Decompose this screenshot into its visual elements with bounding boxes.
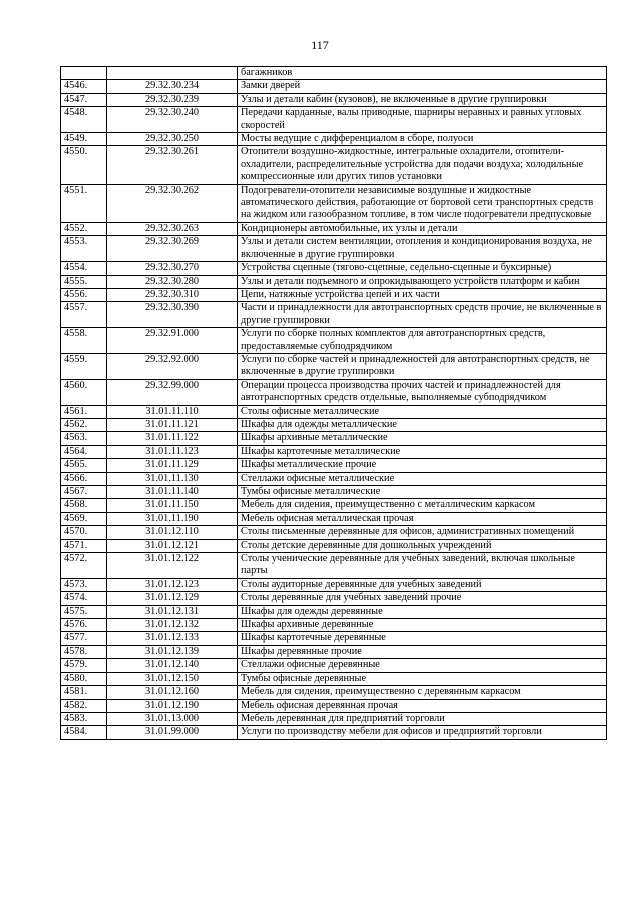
description-cell: Подогреватели-отопители независимые воздушные и жидкостные автоматического действия, работающие от бортовой сети транспортных средств на жидком или газообразном топливе, в том числе подогреватели предпусковые: [238, 184, 607, 222]
table-row: [61, 726, 607, 739]
table-row: [61, 67, 607, 80]
table-row: [61, 107, 607, 133]
code-cell: 29.32.30.270: [107, 262, 238, 275]
table-row: [61, 605, 607, 618]
description-cell: Мебель деревянная для предприятий торговли: [238, 712, 607, 725]
row-number-cell: 4564.: [61, 445, 107, 458]
description-cell: Мебель для сидения, преимущественно с металлическим каркасом: [238, 499, 607, 512]
code-cell: 31.01.11.129: [107, 459, 238, 472]
description-cell: Шкафы деревянные прочие: [238, 645, 607, 658]
code-cell: 31.01.12.121: [107, 539, 238, 552]
row-number-cell: 4574.: [61, 592, 107, 605]
table-row: [61, 353, 607, 379]
row-number-cell: 4573.: [61, 578, 107, 591]
description-cell: Столы детские деревянные для дошкольных учреждений: [238, 539, 607, 552]
description-cell: Операции процесса производства прочих частей и принадлежностей для автотранспортных средств отдельные, выполняемые субподрядчиком: [238, 379, 607, 405]
code-cell: 29.32.92.000: [107, 353, 238, 379]
description-cell: Услуги по производству мебели для офисов и предприятий торговли: [238, 726, 607, 739]
table-row: [61, 512, 607, 525]
code-cell: 29.32.30.240: [107, 107, 238, 133]
classification-table: [60, 66, 607, 740]
code-cell: 31.01.12.160: [107, 686, 238, 699]
table-body: [61, 67, 607, 740]
code-cell: 29.32.30.310: [107, 288, 238, 301]
code-cell: 29.32.30.269: [107, 236, 238, 262]
description-cell: Кондиционеры автомобильные, их узлы и детали: [238, 222, 607, 235]
description-cell: Узлы и детали кабин (кузовов), не включенные в другие группировки: [238, 93, 607, 106]
table-row: [61, 93, 607, 106]
row-number-cell: 4576.: [61, 619, 107, 632]
description-cell: Шкафы архивные деревянные: [238, 619, 607, 632]
row-number-cell: 4559.: [61, 353, 107, 379]
row-number-cell: 4570.: [61, 526, 107, 539]
code-cell: 31.01.12.131: [107, 605, 238, 618]
row-number-cell: 4580.: [61, 672, 107, 685]
code-cell: 31.01.11.190: [107, 512, 238, 525]
description-cell: Отопители воздушно-жидкостные, интегральные охладители, отопители-охладители, распределительные устройства для подачи воздуха; холодильные компрессионные или других типов установки: [238, 146, 607, 184]
table-row: [61, 405, 607, 418]
row-number-cell: 4546.: [61, 80, 107, 93]
row-number-cell: 4583.: [61, 712, 107, 725]
row-number-cell: 4554.: [61, 262, 107, 275]
row-number-cell: 4563.: [61, 432, 107, 445]
description-cell: Услуги по сборке частей и принадлежностей для автотранспортных средств, не включенные в другие группировки: [238, 353, 607, 379]
table-row: [61, 459, 607, 472]
table-row: [61, 659, 607, 672]
row-number-cell: 4578.: [61, 645, 107, 658]
table-row: [61, 526, 607, 539]
table-row: [61, 262, 607, 275]
code-cell: 31.01.11.122: [107, 432, 238, 445]
description-cell: Столы аудиторные деревянные для учебных заведений: [238, 578, 607, 591]
code-cell: 29.32.30.280: [107, 275, 238, 288]
row-number-cell: 4579.: [61, 659, 107, 672]
table-row: [61, 146, 607, 184]
description-cell: Части и принадлежности для автотранспортных средств прочие, не включенные в другие группировки: [238, 302, 607, 328]
table-row: [61, 486, 607, 499]
description-cell: Шкафы металлические прочие: [238, 459, 607, 472]
row-number-cell: 4577.: [61, 632, 107, 645]
row-number-cell: 4567.: [61, 486, 107, 499]
table-row: [61, 578, 607, 591]
description-cell: Мосты ведущие с дифференциалом в сборе, полуоси: [238, 133, 607, 146]
code-cell: 29.32.30.261: [107, 146, 238, 184]
table-row: [61, 80, 607, 93]
row-number-cell: 4547.: [61, 93, 107, 106]
table-row: [61, 539, 607, 552]
description-cell: багажников: [238, 67, 607, 80]
table-row: [61, 184, 607, 222]
table-row: [61, 302, 607, 328]
code-cell: 31.01.12.110: [107, 526, 238, 539]
table-row: [61, 499, 607, 512]
code-cell: [107, 67, 238, 80]
description-cell: Столы ученические деревянные для учебных заведений, включая школьные парты: [238, 553, 607, 579]
row-number-cell: 4562.: [61, 418, 107, 431]
code-cell: 31.01.11.121: [107, 418, 238, 431]
row-number-cell: 4566.: [61, 472, 107, 485]
table-row: [61, 236, 607, 262]
code-cell: 31.01.11.110: [107, 405, 238, 418]
code-cell: 31.01.12.150: [107, 672, 238, 685]
table-row: [61, 288, 607, 301]
table-row: [61, 275, 607, 288]
row-number-cell: 4581.: [61, 686, 107, 699]
table-row: [61, 619, 607, 632]
code-cell: 31.01.99.000: [107, 726, 238, 739]
row-number-cell: 4557.: [61, 302, 107, 328]
description-cell: Столы деревянные для учебных заведений прочие: [238, 592, 607, 605]
description-cell: Шкафы для одежды деревянные: [238, 605, 607, 618]
code-cell: 29.32.99.000: [107, 379, 238, 405]
table-row: [61, 445, 607, 458]
row-number-cell: 4553.: [61, 236, 107, 262]
table-row: [61, 432, 607, 445]
description-cell: Мебель для сидения, преимущественно с деревянным каркасом: [238, 686, 607, 699]
table-row: [61, 133, 607, 146]
row-number-cell: 4572.: [61, 553, 107, 579]
row-number-cell: 4569.: [61, 512, 107, 525]
description-cell: Шкафы картотечные деревянные: [238, 632, 607, 645]
row-number-cell: 4575.: [61, 605, 107, 618]
description-cell: Шкафы архивные металлические: [238, 432, 607, 445]
row-number-cell: 4549.: [61, 133, 107, 146]
code-cell: 31.01.12.132: [107, 619, 238, 632]
row-number-cell: 4561.: [61, 405, 107, 418]
row-number-cell: 4550.: [61, 146, 107, 184]
description-cell: Шкафы для одежды металлические: [238, 418, 607, 431]
table-row: [61, 222, 607, 235]
code-cell: 29.32.30.250: [107, 133, 238, 146]
code-cell: 29.32.30.262: [107, 184, 238, 222]
code-cell: 29.32.30.263: [107, 222, 238, 235]
description-cell: Мебель офисная деревянная прочая: [238, 699, 607, 712]
table-row: [61, 418, 607, 431]
description-cell: Услуги по сборке полных комплектов для автотранспортных средств, предоставляемые субподрядчиком: [238, 328, 607, 354]
page-number: 117: [311, 38, 329, 52]
code-cell: 31.01.11.130: [107, 472, 238, 485]
table-row: [61, 632, 607, 645]
row-number-cell: 4568.: [61, 499, 107, 512]
row-number-cell: 4551.: [61, 184, 107, 222]
description-cell: Передачи карданные, валы приводные, шарниры неравных и равных угловых скоростей: [238, 107, 607, 133]
description-cell: Цепи, натяжные устройства цепей и их части: [238, 288, 607, 301]
row-number-cell: 4555.: [61, 275, 107, 288]
row-number-cell: 4552.: [61, 222, 107, 235]
code-cell: 31.01.12.139: [107, 645, 238, 658]
code-cell: 29.32.91.000: [107, 328, 238, 354]
row-number-cell: 4571.: [61, 539, 107, 552]
row-number-cell: 4548.: [61, 107, 107, 133]
table-row: [61, 553, 607, 579]
table-row: [61, 645, 607, 658]
description-cell: Узлы и детали систем вентиляции, отопления и кондиционирования воздуха, не включенные в другие группировки: [238, 236, 607, 262]
code-cell: 31.01.11.123: [107, 445, 238, 458]
code-cell: 31.01.12.122: [107, 553, 238, 579]
code-cell: 31.01.12.129: [107, 592, 238, 605]
row-number-cell: [61, 67, 107, 80]
table-row: [61, 712, 607, 725]
code-cell: 31.01.11.150: [107, 499, 238, 512]
code-cell: 29.32.30.234: [107, 80, 238, 93]
description-cell: Тумбы офисные деревянные: [238, 672, 607, 685]
row-number-cell: 4584.: [61, 726, 107, 739]
row-number-cell: 4560.: [61, 379, 107, 405]
description-cell: Шкафы картотечные металлические: [238, 445, 607, 458]
table-row: [61, 699, 607, 712]
description-cell: Стеллажи офисные металлические: [238, 472, 607, 485]
row-number-cell: 4556.: [61, 288, 107, 301]
description-cell: Мебель офисная металлическая прочая: [238, 512, 607, 525]
description-cell: Замки дверей: [238, 80, 607, 93]
code-cell: 31.01.12.133: [107, 632, 238, 645]
row-number-cell: 4582.: [61, 699, 107, 712]
description-cell: Тумбы офисные металлические: [238, 486, 607, 499]
description-cell: Устройства сцепные (тягово-сцепные, седельно-сцепные и буксирные): [238, 262, 607, 275]
code-cell: 31.01.12.190: [107, 699, 238, 712]
table-row: [61, 472, 607, 485]
code-cell: 31.01.12.140: [107, 659, 238, 672]
code-cell: 29.32.30.239: [107, 93, 238, 106]
code-cell: 29.32.30.390: [107, 302, 238, 328]
table-row: [61, 592, 607, 605]
row-number-cell: 4558.: [61, 328, 107, 354]
table-row: [61, 328, 607, 354]
code-cell: 31.01.11.140: [107, 486, 238, 499]
code-cell: 31.01.13.000: [107, 712, 238, 725]
description-cell: Столы письменные деревянные для офисов, административных помещений: [238, 526, 607, 539]
description-cell: Узлы и детали подъемного и опрокидывающего устройств платформ и кабин: [238, 275, 607, 288]
description-cell: Стеллажи офисные деревянные: [238, 659, 607, 672]
table-row: [61, 686, 607, 699]
description-cell: Столы офисные металлические: [238, 405, 607, 418]
row-number-cell: 4565.: [61, 459, 107, 472]
table-row: [61, 672, 607, 685]
code-cell: 31.01.12.123: [107, 578, 238, 591]
table-row: [61, 379, 607, 405]
